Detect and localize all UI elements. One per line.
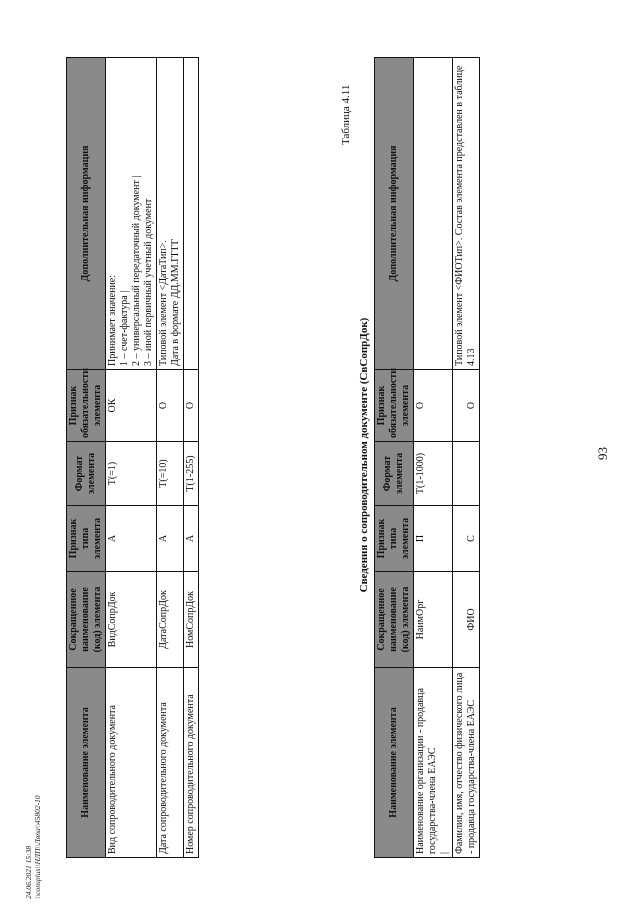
supporting-document-table (66, 57, 199, 858)
info-line: Принимает значение: (107, 274, 118, 366)
table-row (414, 58, 453, 858)
cell-code: НомСопрДок (184, 572, 199, 668)
info-line: Дата в формате ДД.ММ.ГГГГ (170, 238, 181, 366)
footer (24, 795, 42, 899)
info-line: 2 – универсальный передаточный документ | (131, 175, 142, 366)
header-name: Наименование элемента (67, 668, 106, 858)
cell-info (106, 58, 157, 370)
cell-name: Дата сопроводительного документа (157, 668, 184, 858)
header-info: Дополнительная информация (375, 58, 414, 370)
info-line: 3 – иной первичный учетный документ (143, 198, 154, 366)
header-format: Формат элемента (375, 442, 414, 506)
cell-code: ВидСопрДок (106, 572, 157, 668)
cell-required: О (414, 370, 453, 442)
choice-separator: | (439, 851, 450, 854)
cell-format: T(=10) (157, 442, 184, 506)
header-required: Признак обязательности элемента (67, 370, 106, 442)
header-code: Сокращенное наименование (код) элемента (375, 572, 414, 668)
cell-type: П (414, 506, 453, 572)
table-title: Сведения о сопроводительном документе (СвСопрДок) (358, 317, 370, 593)
cell-format (453, 442, 480, 506)
cell-name: Фамилия, имя, отчество физического лица - продавца государства-члена ЕАЭС (453, 668, 480, 858)
cell-type: С (453, 506, 480, 572)
header-name: Наименование элемента (375, 668, 414, 858)
cell-required: ОК (106, 370, 157, 442)
cell-info: Типовой элемент <ФИОТип>. Состав элемента представлен в таблице 4.13 (453, 58, 480, 370)
header-type: Признак типа элемента (67, 506, 106, 572)
page-number: 93 (595, 447, 610, 460)
cell-info (414, 58, 453, 370)
table-row (184, 58, 199, 858)
table-number: Таблица 4.11 (340, 84, 352, 145)
header-format: Формат элемента (67, 442, 106, 506)
cell-type: А (157, 506, 184, 572)
cell-format: T(1-1000) (414, 442, 453, 506)
table-header-row (67, 58, 106, 858)
header-info: Дополнительная информация (67, 58, 106, 370)
footer-path: \\consplus\\НЛП\\Ляпа\\45802-10 (33, 795, 42, 899)
cell-code: ФИО (453, 572, 480, 668)
footer-date: 24.06.2021 15:38 (24, 845, 33, 899)
header-code: Сокращенное наименование (код) элемента (67, 572, 106, 668)
cell-info (157, 58, 184, 370)
cell-required: О (453, 370, 480, 442)
info-line: 1 – счет-фактура | (119, 290, 130, 366)
cell-code: ДатаСопрДок (157, 572, 184, 668)
cell-name: Номер сопроводительного документа (184, 668, 199, 858)
cell-name-text: Наименование организации - продавца государства-члена ЕАЭС (415, 688, 438, 854)
header-required: Признак обязательности элемента (375, 370, 414, 442)
table-row (157, 58, 184, 858)
table-row (453, 58, 480, 858)
cell-name (414, 668, 453, 858)
cell-type: А (184, 506, 199, 572)
cell-type: А (106, 506, 157, 572)
header-type: Признак типа элемента (375, 506, 414, 572)
table-header-row (375, 58, 414, 858)
elements-table-continued (374, 57, 480, 858)
cell-code: НаимОрг (414, 572, 453, 668)
cell-format: T(1-255) (184, 442, 199, 506)
cell-required: О (184, 370, 199, 442)
info-line: Типовой элемент <ДатаТип>. (158, 240, 169, 366)
cell-name: Вид сопроводительного документа (106, 668, 157, 858)
cell-format: T(=1) (106, 442, 157, 506)
cell-required: О (157, 370, 184, 442)
table-row (106, 58, 157, 858)
cell-info (184, 58, 199, 370)
